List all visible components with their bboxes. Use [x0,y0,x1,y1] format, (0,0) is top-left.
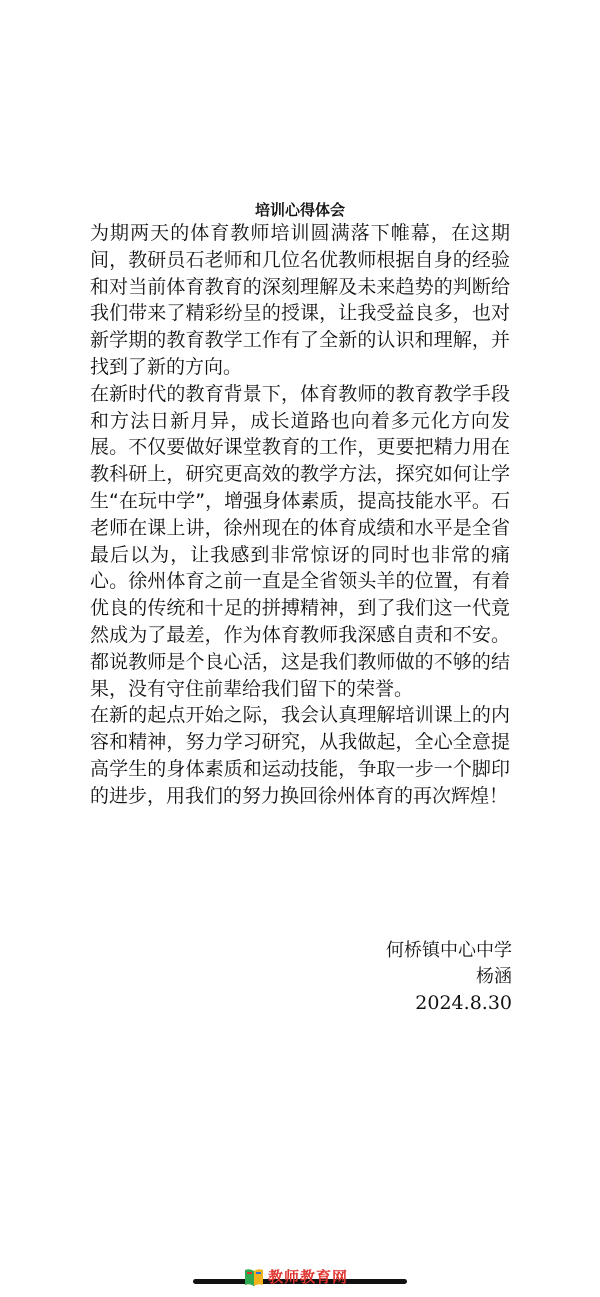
open-book-logo-icon [244,1266,264,1288]
signature-date: 2024.8.30 [415,992,512,1014]
signature-school: 何桥镇中心中学 [386,940,512,961]
paragraph-1: 为期两天的体育教师培训圆满落下帷幕，在这期间，教研员石老师和几位名优教师根据自身的经验和对当前体育教育的深刻理解及未来趋势的判断给我们带来了精彩纷呈的授课，让我受益良多，也对新学期的教育教学工作有了全新的认识和理解，并找到了新的方向。 [90,222,510,378]
watermark-text: 教师教育网 [268,1268,349,1286]
document-body [90,220,510,810]
watermark [244,1266,348,1288]
paragraph-3: 在新的起点开始之际，我会认真理解培训课上的内容和精神，努力学习研究，从我做起，全心全意提高学生的身体素质和运动技能，争取一步一个脚印的进步，用我们的努力换回徐州体育的再次辉煌！ [90,704,510,807]
signature-name: 杨涵 [476,966,512,987]
document-title: 培训心得体会 [254,201,345,219]
paragraph-2: 在新时代的教育背景下，体育教师的教育教学手段和方法日新月异，成长道路也向着多元化方向发展。不仅要做好课堂教育的工作，更要把精力用在教科研上，研究更高效的教学方法，探究如何让学生“在玩中学”，增强身体素质，提高技能水平。石老师在课上讲，徐州现在的体育成绩和水平是全省最后以为，让我感到非常惊讶的同时也非常的痛心。徐州体育之前一直是全省领头羊的位置，有着优良的传统和十足的拼搏精神，到了我们这一代竟然成为了最差，作为体育教师我深感自责和不安。都说教师是个良心活，这是我们教师做的不够的结果，没有守住前辈给我们留下的荣誉。 [90,382,510,700]
signature-block [386,938,512,1016]
